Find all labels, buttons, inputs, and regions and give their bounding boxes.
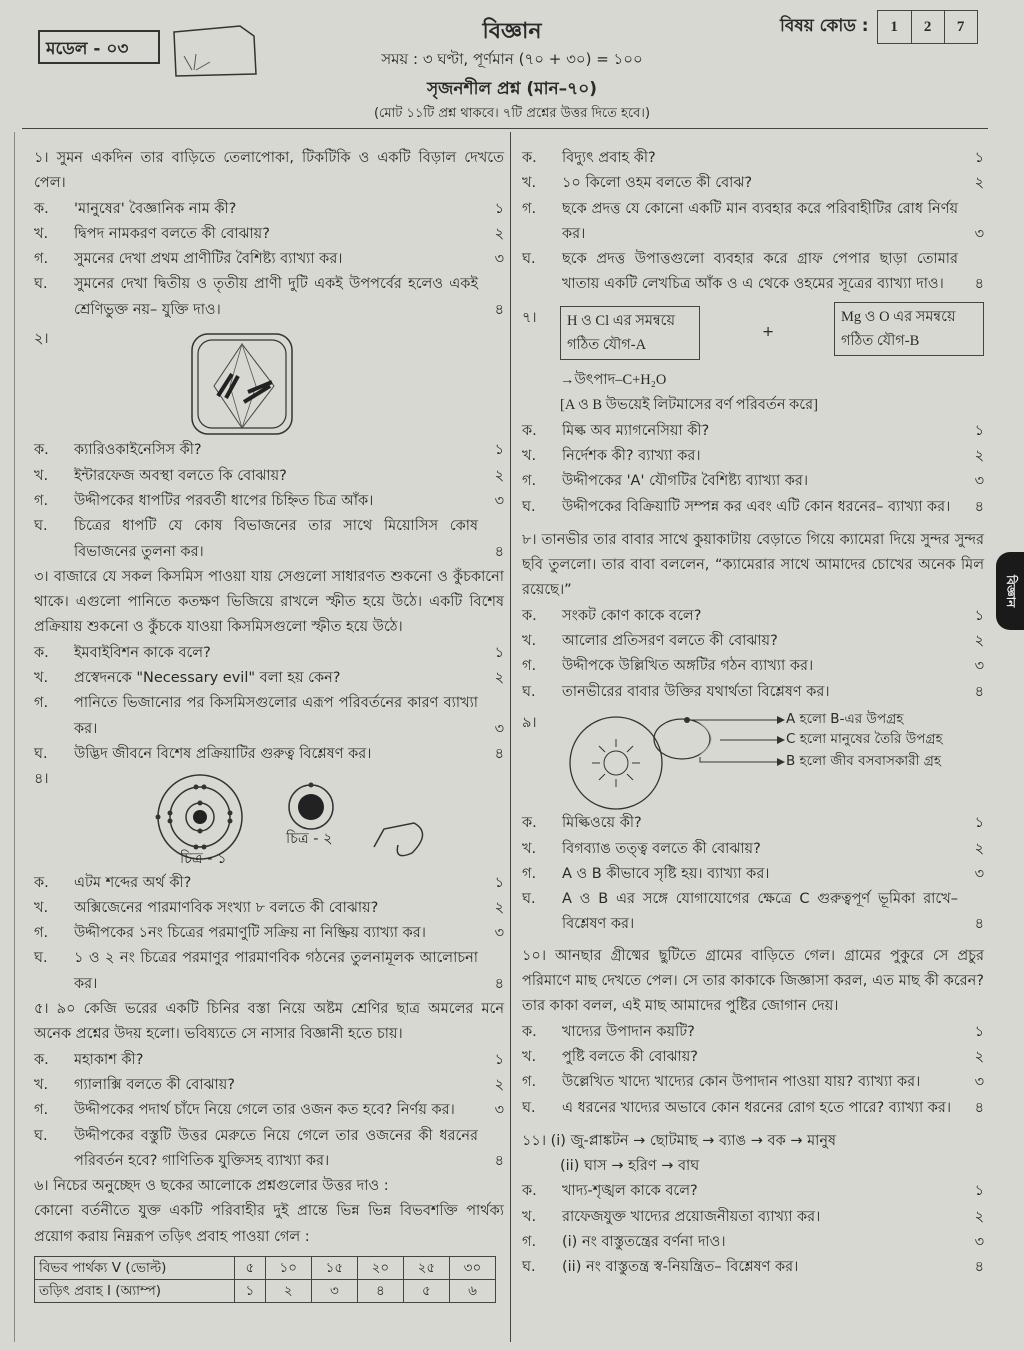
sub-text: পুষ্টি বলতে কী বোঝায়? [562,1048,698,1065]
sub-text: উদ্দীপকের পদার্থ চাঁদে নিয়ে গেলে তার ওজন কত হবে? নির্ণয় কর। [74,1102,455,1119]
marks: ৪ [974,498,984,515]
metaphase-drawing [34,330,504,438]
sub-label: ক. [34,200,49,217]
model-label: মডেল - ০৩ [38,30,160,64]
marks: ৩ [974,658,984,675]
box-line: Mg ও O এর সমন্বয়ে [841,309,956,326]
marks: ২ [974,1208,984,1225]
marks: ১ [494,874,504,891]
sub-label: ঘ. [34,1127,48,1144]
right-column [522,146,984,1281]
sub-question [522,604,984,629]
row-header: তড়িৎ প্রবাহ I (অ্যাম্প) [35,1279,235,1302]
cell: ১০ [265,1256,311,1279]
marks: ৪ [494,301,504,318]
sub-question [522,811,984,836]
voltage-current-table [34,1256,496,1303]
sub-label: খ. [34,225,49,242]
question-stem: ১০। আনছার গ্রীষ্মের ছুটিতে গ্রামের বাড়িতে গেল। গ্রামের পুকুরে সে প্রচুর পরিমাণে মাছ দেখতে পেল। সে তার কাকাকে জিজ্ঞাসা করল, এত মাছ কী করেন? তার কাকা বলল, এই মাছ আমাদের পুষ্টির জোগান দেয়। [522,947,984,1015]
sub-question [522,247,984,298]
sub-question [34,666,504,691]
sub-question [522,629,984,654]
sub-question [34,1124,504,1175]
box-line: গঠিত যৌগ-B [841,333,920,350]
section-title: সৃজনশীল প্রশ্ন (মান–৭০) [426,79,598,99]
sub-text: সুমনের দেখা দ্বিতীয় ও তৃতীয় প্রাণী দুটি একই উপপর্বের হলেও একই শ্রেণিভুক্ত নয়– যুক্তি দাও। [74,276,478,318]
sub-label: গ. [522,658,537,675]
sub-text: ১০ কিলো ওহম বলতে কী বোঝ? [562,175,753,192]
sub-text: ১ ও ২ নং চিত্রের পরমাণুর পারমাণবিক গঠনের তুলনামূলক আলোচনা কর। [74,950,478,992]
instruction: (মোট ১১টি প্রশ্ন থাকবে। ৭টি প্রশ্নের উত্তর দিতে হবে।) [373,106,651,121]
sub-text: বিদ্যুৎ প্রবাহ কী? [562,150,656,166]
sub-text: ইন্টারফেজ অবস্থা বলতে কি বোঝায়? [74,467,287,484]
label-a: A হলো B-এর উপগ্রহ [786,711,904,728]
side-tab: বিজ্ঞান [996,552,1024,630]
figure-1-label: চিত্র - ১ [180,850,227,867]
sub-text: উদ্দীপকের বস্তুটি উত্তর মেরুতে নিয়ে গেলে তার ওজনের কী ধরনের পরিবর্তন হবে? গাণিতিক যুক্তিসহ ব্যাখ্যা কর। [74,1127,478,1169]
table-row [35,1256,496,1279]
sub-question [34,222,504,247]
cell: ৫ [235,1256,266,1279]
sub-question [34,1098,504,1123]
label-b: B হলো জীব বসবাসকারী গ্রহ [786,753,942,770]
marks: ১ [494,442,504,459]
code-digit: 7 [944,11,977,43]
marks: ৪ [974,276,984,293]
subject-code-label: বিষয় কোড : [780,16,869,36]
question-stem: ৭। [522,309,537,326]
reaction-note: [A ও B উভয়েই লিটমাসের বর্ণ পরিবর্তন করে] [560,397,818,414]
sub-question [522,1070,984,1095]
sub-label: খ. [522,175,537,192]
sub-question [522,197,984,248]
sub-label: ক. [522,1183,537,1200]
cell: ২ [265,1279,311,1302]
marks: ২ [494,225,504,242]
marks: ৩ [494,1102,504,1119]
sub-text: উল্লেখিত খাদ্যে খাদ্যের কোন উপাদান পাওয়া যায়? ব্যাখ্যা কর। [562,1074,921,1091]
sub-text: এটম শব্দের অর্থ কী? [74,874,192,891]
sub-text: আলোর প্রতিসরণ বলতে কী বোঝায়? [562,633,778,650]
label-c: C হলো মানুষের তৈরি উপগ্রহ [786,731,943,748]
sub-label: ক. [522,1023,537,1040]
question-stem: ১১। (i) জু-প্লাঙ্কটন → ছোটমাছ → ব্যাঙ → বক → মানুষ [522,1132,837,1149]
marks: ২ [494,467,504,484]
exam-header [0,0,1024,135]
sub-question [522,419,984,444]
marks: ১ [494,1051,504,1068]
sub-label: ঘ. [522,498,536,515]
marks: ১ [974,1183,984,1200]
sub-text: ক্যারিওকাইনেসিস কী? [74,442,202,459]
sub-label: ক. [34,874,49,891]
sub-question [34,921,504,946]
sub-label: ক. [34,1051,49,1068]
sub-question [522,146,984,171]
sub-question [522,837,984,862]
sub-label: খ. [522,447,537,464]
column-divider [510,132,511,1342]
sub-question [34,197,504,222]
reaction-product [522,368,984,419]
sub-question [522,1045,984,1070]
cell: ৩০ [449,1256,495,1279]
marks: ৪ [494,1152,504,1169]
question-stem: কোনো বর্তনীতে যুক্ত একটি পরিবাহীর দুই প্রান্তে ভিন্ন ভিন্ন বিভবশক্তি পার্থক্য প্রয়োগ করায় নিম্নরূপ তড়িৎ প্রবাহ পাওয়া গেল : [34,1203,504,1245]
sub-question [34,1048,504,1073]
sub-label: খ. [34,1076,49,1093]
question-stem: ৩। বাজারে যে সকল কিসমিস পাওয়া যায় সেগুলো সাধারণত শুকনো ও কুঁচকানো থাকে। এগুলো পানিতে কতক্ষণ ভিজিয়ে রাখলে স্ফীত হয়ে উঠে। একটি বিশেষ প্রক্রিয়ায় শুকনো ও কুঁচকে যাওয়া কিসমিসগুলো স্ফীত হয়ে উঠে। [34,568,504,636]
sub-question [34,438,504,463]
question-stem: ৫। ৯০ কেজি ভরের একটি চিনির বস্তা নিয়ে অষ্টম শ্রেণির ছাত্র অমলের মনে অনেক প্রশ্নের উদয় হলো। ভবিষ্যতে সে নাসার বিজ্ঞানী হতে চায়। [34,1001,504,1043]
sub-text: উদ্দীপকে উল্লিখিত অঙ্গটির গঠন ব্যাখ্যা কর। [562,658,814,675]
sub-text: নির্দেশক কী? ব্যাখ্যা কর। [562,447,701,464]
sub-label: ঘ. [522,1099,536,1116]
question-stem: ৮। তানভীর তার বাবার সাথে কুয়াকাটায় বেড়াতে গিয়ে ক্যামেরা দিয়ে সুন্দর সুন্দর ছবি তুললো। তার বাবা বললেন, “ক্যামেরার সাথে আমাদের চোখের অনেক মিল রয়েছে।” [522,531,984,599]
marks: ৪ [974,1259,984,1276]
sub-text: অক্সিজেনের পারমাণবিক সংখ্যা ৮ বলতে কী বোঝায়? [74,899,379,916]
sub-question [34,464,504,489]
sub-label: গ. [522,1074,537,1091]
marks: ৩ [974,1233,984,1250]
sub-label: ঘ. [522,1259,536,1276]
sub-label: গ. [34,492,49,509]
subject-code [780,10,978,44]
sub-text: 'মানুষের' বৈজ্ঞানিক নাম কী? [74,200,237,217]
cell: ২৫ [403,1256,449,1279]
sub-label: খ. [522,633,537,650]
header-rule [22,128,988,129]
sub-label: গ. [522,1233,537,1250]
sub-question [522,1230,984,1255]
marks: ২ [974,633,984,650]
marks: ১ [974,422,984,439]
marks: ২ [494,899,504,916]
atom-drawings [34,773,504,871]
sub-text: উদ্ভিদ জীবনে বিশেষ প্রক্রিয়াটির গুরুত্ব বিশ্লেষণ কর। [74,745,372,762]
sub-question [522,862,984,887]
marks: ১ [974,1023,984,1040]
marks: ৩ [974,473,984,490]
question-stem: (ii) ঘাস → হরিণ → বাঘ [560,1158,700,1175]
atom-figures [34,773,504,871]
sub-question [34,871,504,896]
sub-label: ক. [34,644,49,661]
sub-label: ঘ. [522,251,536,268]
sub-text: সংকট কোণ কাকে বলে? [562,607,702,624]
marks: ৩ [494,925,504,942]
sub-text: উদ্দীপকের 'A' যৌগটির বৈশিষ্ট্য ব্যাখ্যা কর। [562,473,809,490]
sub-text: A ও B এর সঙ্গে যোগাযোগের ক্ষেত্রে C গুরুত্বপূর্ণ ভূমিকা রাখে– বিশ্লেষণ কর। [562,891,958,933]
marks: ৪ [974,683,984,700]
marks: ২ [974,175,984,192]
sub-text: দ্বিপদ নামকরণ বলতে কী বোঝায়? [74,225,270,242]
marks: ৪ [494,975,504,992]
sub-text: উদ্দীপকের ১নং চিত্রের পরমাণুটি সক্রিয় না নিষ্ক্রিয় ব্যাখ্যা কর। [74,925,426,942]
sub-label: খ. [34,467,49,484]
sub-text: মিল্কিওয়ে কী? [562,815,642,832]
sub-question [34,641,504,666]
sub-label: ঘ. [34,950,48,967]
code-digit: 2 [911,11,944,43]
sub-label: খ. [34,899,49,916]
sub-text: রাফেজযুক্ত খাদ্যের প্রয়োজনীয়তা ব্যাখ্যা কর। [562,1208,821,1225]
marks: ৪ [494,745,504,762]
sub-question [34,489,504,514]
box-line: H ও Cl এর সমন্বয়ে [567,313,676,330]
cell: ১ [235,1279,266,1302]
sub-text: গ্যালাক্সি বলতে কী বোঝায়? [74,1076,235,1093]
sub-label: ক. [522,422,537,439]
marks: ২ [974,1048,984,1065]
sub-label: ঘ. [34,518,48,535]
cell: ১৫ [311,1256,357,1279]
marks: ২ [974,447,984,464]
sub-label: ঘ. [34,276,48,293]
sub-text: মিল্ক অব ম্যাগনেসিয়া কী? [562,422,710,439]
sub-question [34,742,504,767]
sub-label: গ. [34,925,49,942]
reaction-boxes [522,306,984,364]
sub-question [522,1205,984,1230]
marks: ২ [974,840,984,857]
sub-text: ছকে প্রদত্ত যে কোনো একটি মান ব্যবহার করে পরিবাহীটির রোধ নির্ণয় কর। [562,200,958,242]
cell: ২০ [357,1256,403,1279]
marks: ৪ [974,1099,984,1116]
box-line: গঠিত যৌগ-A [567,337,647,354]
compound-b-box [834,302,984,356]
question-stem: ৯। [522,714,537,731]
sub-label: গ. [522,865,537,882]
sub-question [522,887,984,938]
sub-question [34,691,504,742]
marks: ১ [974,150,984,166]
marks: ২ [494,1076,504,1093]
sub-text: চিত্রের ধাপটি যে কোষ বিভাজনের তার সাথে মিয়োসিস কোষ বিভাজনের তুলনা কর। [74,518,478,560]
cell: ৬ [449,1279,495,1302]
sub-label: গ. [34,695,49,712]
sub-label: ক. [34,442,49,459]
sub-question [34,272,504,323]
sub-text: খাদ্যের উপাদান কয়টি? [562,1023,695,1040]
sub-question [522,1255,984,1280]
marks: ৩ [974,1074,984,1091]
left-column [34,146,504,1303]
question-stem: ৬। নিচের অনুচ্ছেদ ও ছকের আলোকে প্রশ্নগুলোর উত্তর দাও : [34,1178,389,1195]
sub-text: এ ধরনের খাদ্যের অভাবে কোন ধরনের রোগ হতে পারে? ব্যাখ্যা কর। [562,1099,952,1116]
sub-text: (i) নং বাস্তুতন্ত্রের বর্ণনা দাও। [562,1233,726,1250]
sub-text: ছকে প্রদত্ত উপাত্তগুলো ব্যবহার করে গ্রাফ পেপার ছাড়া তোমার খাতায় একটি লেখচিত্র আঁক ও এ থেকে ওহমের সূত্রের ব্যাখ্যা দাও। [562,251,958,293]
marks: ৩ [494,251,504,268]
sub-question [522,495,984,520]
question-stem: ১। সুমন একদিন তার বাড়িতে তেলাপোকা, টিকটিকি ও একটি বিড়াল দেখতে পেল। [34,150,504,192]
sub-label: ক. [522,607,537,624]
sub-text: (ii) নং বাস্তুতন্ত্র স্ব-নিয়ন্ত্রিত– বিশ্লেষণ কর। [562,1259,799,1276]
sub-question [522,444,984,469]
marks: ৩ [494,492,504,509]
marks: ৩ [494,720,504,737]
sub-text: বিগব্যাঙ তত্ত্ব বলতে কী বোঝায়? [562,840,761,857]
sub-text: A ও B কীভাবে সৃষ্টি হয়। ব্যাখ্যা কর। [562,865,770,882]
marks: ১ [494,644,504,661]
marks: ১ [494,200,504,217]
product-line: →উৎপাদ–C+H₂O [560,372,667,389]
sub-label: ঘ. [522,891,536,908]
sub-label: ক. [522,815,537,832]
solar-system-diagram [522,711,984,811]
sub-label: খ. [522,840,537,857]
sub-text: উদ্দীপকের ধাপটির পরবর্তী ধাপের চিহ্নিত চিত্র আঁক। [74,492,374,509]
sub-text: পানিতে ভিজানোর পর কিসমিসগুলোর এরূপ পরিবর্তনের কারণ ব্যাখ্যা কর। [74,695,478,737]
sub-label: খ. [522,1048,537,1065]
sub-question [522,171,984,196]
sub-text: তানভীরের বাবার উক্তির যথার্থতা বিশ্লেষণ কর। [562,683,830,700]
sub-question [522,1179,984,1204]
sub-question [34,946,504,997]
sub-text: মহাকাশ কী? [74,1051,144,1068]
marks: ৪ [494,543,504,560]
sub-question [522,680,984,705]
sub-text: সুমনের দেখা প্রথম প্রাণীটির বৈশিষ্ট্য ব্যাখ্যা কর। [74,251,343,268]
sub-label: ঘ. [34,745,48,762]
sub-question [34,1073,504,1098]
marks: ৩ [974,865,984,882]
cell: ৪ [357,1279,403,1302]
plus-sign: + [762,324,775,341]
sub-text: প্রস্বেদনকে "Necessary evil" বলা হয় কেন? [74,670,341,687]
sub-label: খ. [522,1208,537,1225]
sub-question [522,1096,984,1121]
sub-label: গ. [34,251,49,268]
marks: ১ [974,815,984,832]
table-row [35,1279,496,1302]
sub-label: গ. [522,473,537,490]
compound-a-box [560,306,700,360]
sub-label: ক. [522,150,537,166]
marks: ১ [974,607,984,624]
sub-label: ঘ. [522,683,536,700]
question-stem: ২। [34,331,49,348]
sub-text: খাদ্য-শৃঙ্খল কাকে বলে? [562,1183,698,1200]
question-stem: ৪। [34,771,49,788]
sub-question [522,469,984,494]
sub-question [522,654,984,679]
sub-question [34,247,504,272]
sub-text: ইমবাইবিশন কাকে বলে? [74,644,211,661]
figure-2-label: চিত্র - ২ [286,830,333,847]
cell: ৫ [403,1279,449,1302]
row-header: বিভব পার্থক্য V (ভোল্ট) [35,1256,235,1279]
marks: ৪ [974,916,984,933]
sub-label: খ. [34,670,49,687]
sub-question [522,1020,984,1045]
sub-question [34,514,504,565]
time-and-marks: সময় : ৩ ঘণ্টা, পূর্ণমান (৭০ + ৩০) = ১০০ [381,50,643,68]
sub-label: গ. [522,200,537,217]
cell-division-figure [34,330,504,438]
code-digit: 1 [890,19,898,35]
subject-title: বিজ্ঞান [482,19,542,44]
cell: ৩ [311,1279,357,1302]
sub-label: গ. [34,1102,49,1119]
sub-question [34,896,504,921]
sub-text: উদ্দীপকের বিক্রিয়াটি সম্পন্ন কর এবং এটি কোন ধরনের– ব্যাখ্যা কর। [562,498,951,515]
margin-rule [14,132,15,1342]
marks: ৩ [974,225,984,242]
marks: ২ [494,670,504,687]
